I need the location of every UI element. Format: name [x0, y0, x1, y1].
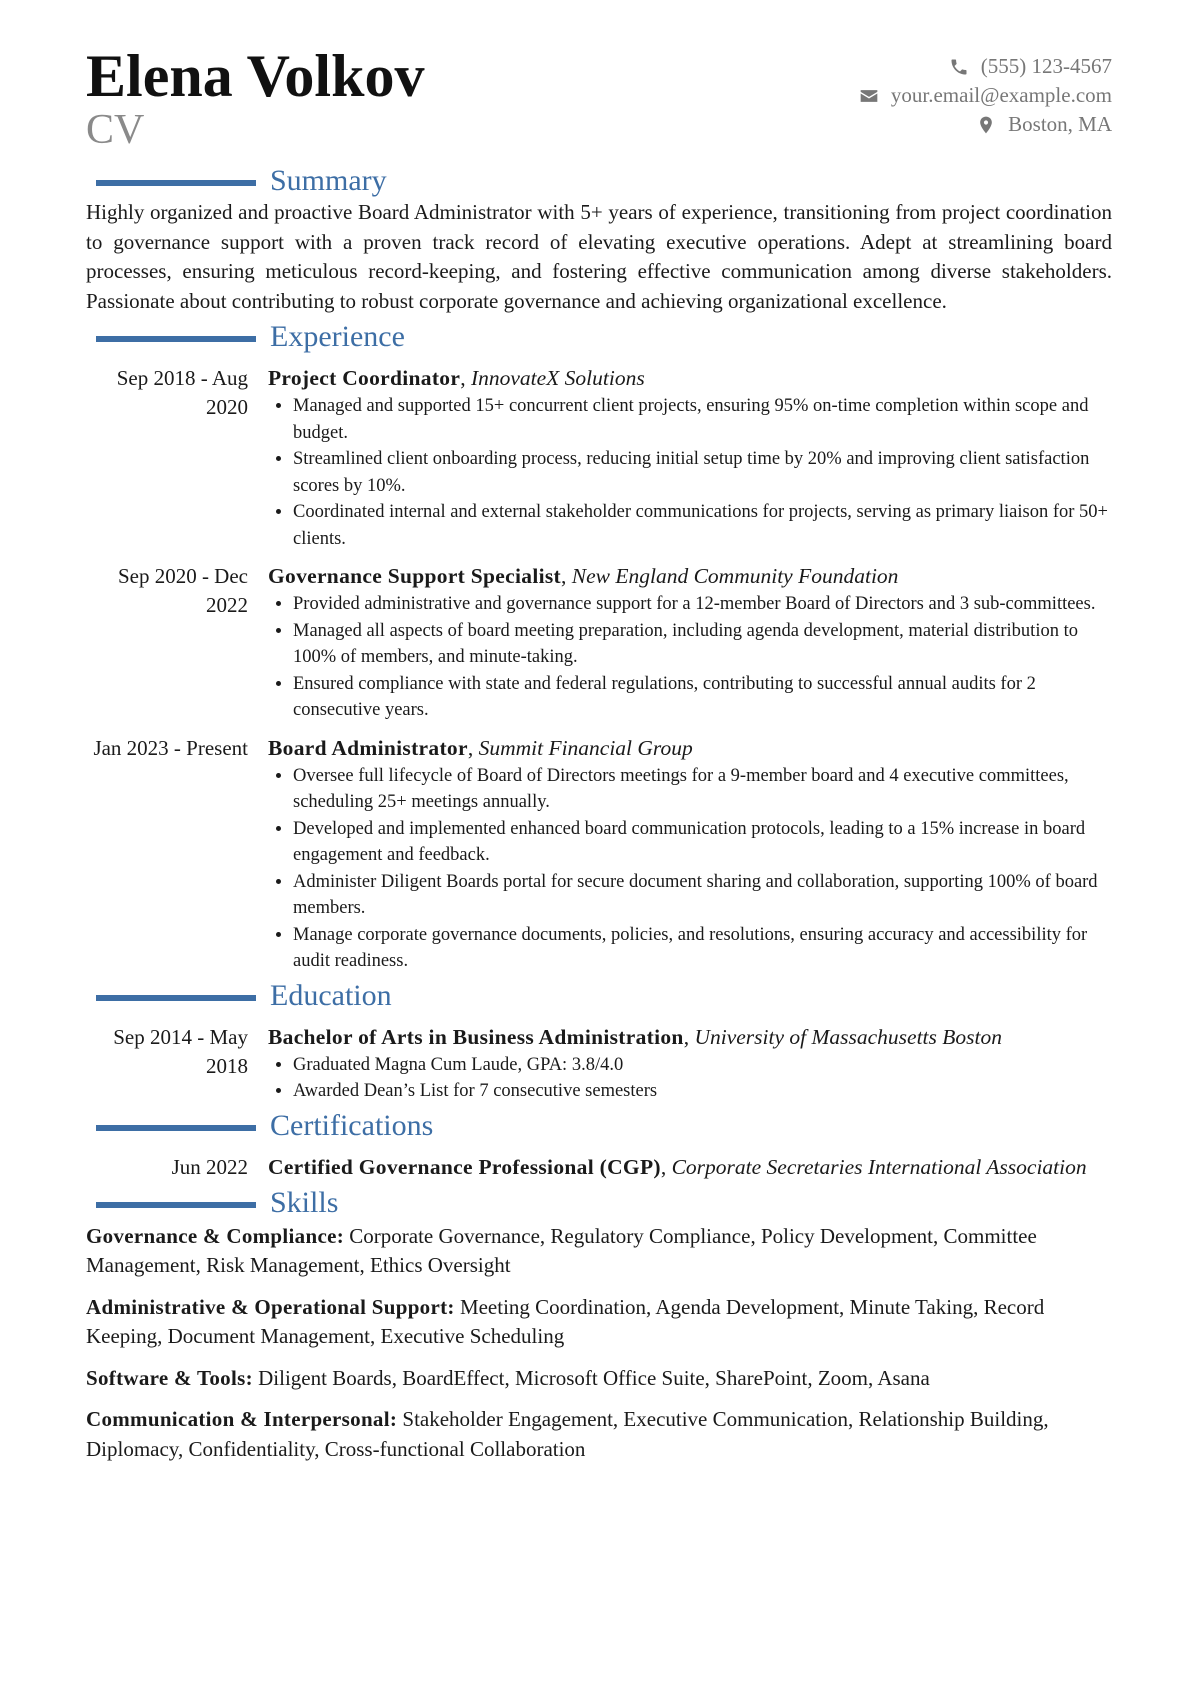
contact-phone	[859, 52, 1112, 81]
section-accent-bar	[96, 995, 256, 1001]
entry-heading	[268, 364, 1112, 393]
email-address[interactable]: your.email@example.com	[890, 83, 1112, 107]
person-name: Elena Volkov	[86, 43, 425, 109]
section-accent-bar	[96, 1125, 256, 1131]
skill-row	[86, 1222, 1112, 1281]
entry-date: Sep 2018 - Aug 2020	[116, 366, 248, 419]
bullet-item: • Coordinated internal and external stakeholder communications for projects, serving as primary liaison for 50+ clients.	[293, 499, 1112, 552]
skill-category: Administrative & Operational Support:	[86, 1294, 455, 1319]
contact-location	[859, 110, 1112, 139]
section-education-heading	[86, 979, 1112, 1013]
skill-category: Communication & Interpersonal:	[86, 1407, 398, 1431]
entry-heading	[268, 734, 1112, 763]
document-subtitle: CV	[86, 107, 145, 153]
bullet-item: • Provided administrative and governance support for a 12-member Board of Directors and 3 sub-committees.	[293, 591, 1112, 618]
entry-body	[268, 734, 1112, 975]
entry	[86, 734, 1112, 975]
entry-heading	[268, 1153, 1112, 1182]
entry-date: Sep 2014 - May 2018	[113, 1024, 248, 1078]
bullet-item: • Managed and supported 15+ concurrent client projects, ensuring 95% on-time completion within scope and budget.	[293, 393, 1112, 446]
section-title: Skills	[270, 1185, 339, 1219]
entry	[86, 1023, 1112, 1105]
bullet-item: • Administer Diligent Boards portal for secure document sharing and collaboration, supporting 100% of board members.	[293, 869, 1112, 922]
entry-separator: ,	[460, 366, 471, 390]
bullet-item: • Ensured compliance with state and federal regulations, contributing to successful annual audits for 2 consecutive years.	[293, 671, 1112, 724]
skills-list	[86, 1222, 1112, 1465]
bullet-item: • Streamlined client onboarding process, reducing initial setup time by 20% and improving client satisfaction scores by 10%.	[293, 446, 1112, 499]
entry-heading	[268, 1023, 1112, 1052]
section-accent-bar	[96, 336, 256, 342]
skill-category: Software & Tools:	[86, 1365, 253, 1390]
entry-date: Jan 2023 - Present	[93, 735, 248, 760]
skill-values: Meeting Coordination, Agenda Development, Minute Taking, Record Keeping, Document Management, Executive Scheduling	[86, 1294, 1045, 1348]
bullet-item: • Oversee full lifecycle of Board of Directors meetings for a 9-member board and 4 executive committees, scheduling 25+ meetings annually.	[293, 763, 1112, 816]
summary-text: Highly organized and proactive Board Administrator with 5+ years of experience, transitioning from project coordination to governance support with a proven track record of elevating executive operations. Adept at streamlining board processes, ensuring meticulous record-keeping, and fostering effective communication among diverse stakeholders. Passionate about contributing to robust corporate governance and achieving organizational excellence.	[86, 200, 1112, 313]
skill-category: Governance & Compliance:	[86, 1223, 344, 1248]
entry-organization: Summit Financial Group	[478, 735, 693, 760]
contact-info	[859, 52, 1112, 139]
entry-separator: ,	[561, 564, 572, 588]
section-title: Certifications	[270, 1108, 434, 1142]
skill-values: Diligent Boards, BoardEffect, Microsoft Office Suite, SharePoint, Zoom, Asana	[258, 1365, 930, 1390]
entry-heading	[268, 562, 1112, 591]
entry-separator: ,	[683, 1024, 695, 1049]
bullet-list	[268, 393, 1112, 552]
entry-organization: New England Community Foundation	[571, 564, 899, 588]
section-certifications-heading	[86, 1109, 1112, 1143]
entry-organization: University of Massachusetts Boston	[694, 1024, 1002, 1049]
entry-date: Jun 2022	[171, 1154, 248, 1179]
certifications-list	[86, 1153, 1112, 1182]
skill-values: Stakeholder Engagement, Executive Communication, Relationship Building, Diplomacy, Confidentiality, Cross-functional Collaboration	[86, 1407, 1049, 1461]
bullet-list	[268, 1052, 1112, 1105]
envelope-icon	[859, 86, 879, 106]
entry-body	[268, 1153, 1112, 1182]
section-accent-bar	[96, 180, 256, 186]
skill-row	[86, 1405, 1112, 1464]
skill-row	[86, 1364, 1112, 1394]
entry	[86, 1153, 1112, 1182]
section-title: Summary	[270, 164, 387, 197]
entry-body	[268, 364, 1112, 552]
entry-title: Governance Support Specialist	[268, 564, 561, 588]
entry-title: Project Coordinator	[268, 366, 461, 390]
entry-organization: Corporate Secretaries International Association	[671, 1154, 1087, 1179]
cv-page	[86, 44, 1112, 1476]
section-title: Experience	[270, 320, 405, 353]
phone-number[interactable]: (555) 123-4567	[980, 54, 1112, 78]
location-text: Boston, MA	[1008, 112, 1112, 136]
entry	[86, 562, 1112, 724]
section-title: Education	[270, 978, 392, 1012]
skill-values: Corporate Governance, Regulatory Compliance, Policy Development, Committee Management, Risk Management, Ethics Oversight	[86, 1223, 1037, 1277]
entry-title: Board Administrator	[268, 735, 468, 760]
cv-header	[86, 44, 1112, 160]
entry-title: Certified Governance Professional (CGP)	[268, 1154, 661, 1179]
section-accent-bar	[96, 1202, 256, 1208]
entry-separator: ,	[467, 735, 479, 760]
map-marker-icon	[976, 115, 996, 135]
experience-list	[86, 364, 1112, 975]
bullet-item: • Developed and implemented enhanced board communication protocols, leading to a 15% increase in board engagement and feedback.	[293, 816, 1112, 869]
education-list	[86, 1023, 1112, 1105]
entry-date: Sep 2020 - Dec 2022	[117, 564, 248, 617]
bullet-item: • Awarded Dean’s List for 7 consecutive semesters	[293, 1078, 1112, 1105]
bullet-item: • Graduated Magna Cum Laude, GPA: 3.8/4.0	[293, 1052, 1112, 1079]
section-experience-heading	[86, 320, 1112, 354]
entry	[86, 364, 1112, 552]
skill-row	[86, 1293, 1112, 1352]
bullet-item: • Manage corporate governance documents, policies, and resolutions, ensuring accuracy and accessibility for audit readiness.	[293, 922, 1112, 975]
bullet-list	[268, 763, 1112, 975]
section-summary-heading	[86, 164, 1112, 198]
contact-email	[859, 81, 1112, 110]
entry-title: Bachelor of Arts in Business Administration	[268, 1024, 684, 1049]
bullet-item: • Managed all aspects of board meeting preparation, including agenda development, material distribution to 100% of members, and minute-taking.	[293, 618, 1112, 671]
section-skills-heading	[86, 1186, 1112, 1220]
entry-separator: ,	[660, 1154, 672, 1179]
phone-icon	[949, 57, 969, 77]
entry-body	[268, 562, 1112, 724]
entry-organization: InnovateX Solutions	[470, 366, 645, 390]
bullet-list	[268, 591, 1112, 724]
entry-body	[268, 1023, 1112, 1105]
